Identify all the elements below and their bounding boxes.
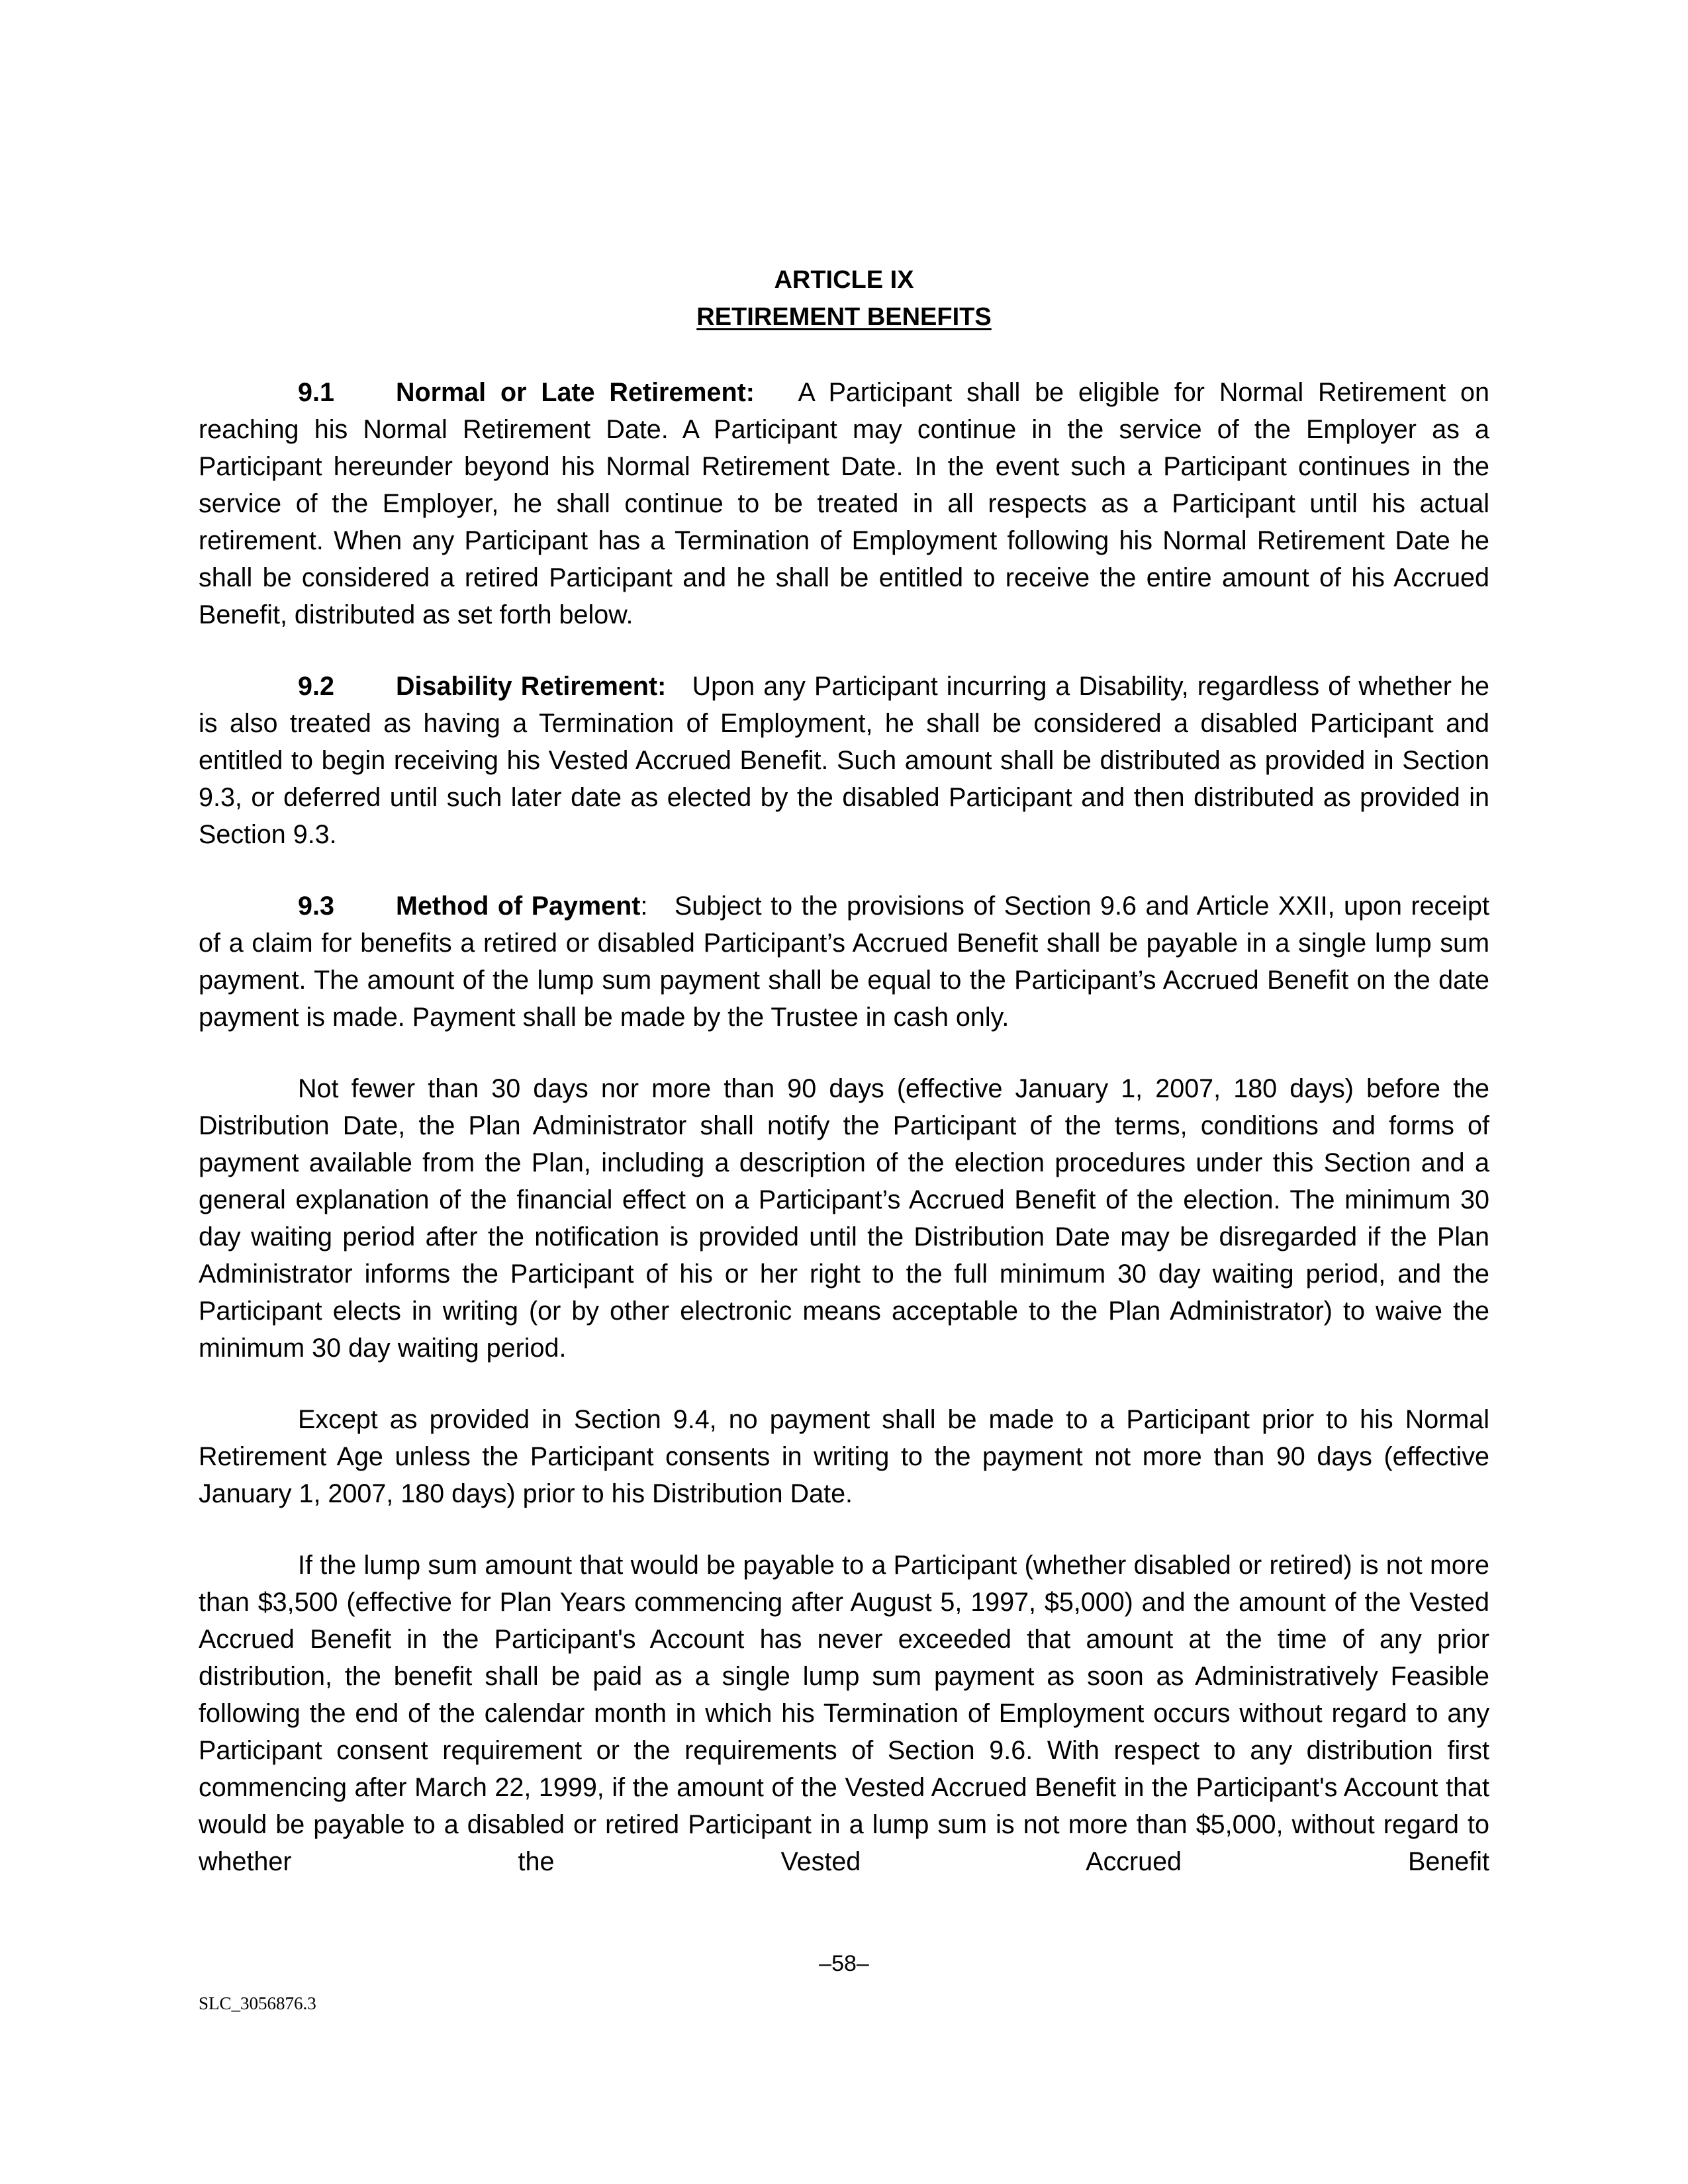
article-heading bbox=[199, 261, 1489, 336]
document-page bbox=[199, 261, 1489, 1880]
section-title: Disability Retirement: bbox=[396, 672, 667, 701]
article-title-text: RETIREMENT BENEFITS bbox=[696, 303, 992, 331]
paragraph-consent: Except as provided in Section 9.4, no payment shall be made to a Participant prior to his Normal Retirement Age unless the Participant consents in writing to the payment not more than 90 days (effective January 1, 2007, 180 days) prior to his Distribution Date. bbox=[199, 1405, 1489, 1508]
section-title: Normal or Late Retirement: bbox=[396, 378, 755, 407]
section-body: A Participant shall be eligible for Normal Retirement on reaching his Normal Retirement Date. A Participant may continue in the service of the Employer as a Participant hereunder beyond his Normal Retirement Date. In the event such a Participant continues in the service of the Employer, he shall continue to be treated in all respects as a Participant until his actual retirement. When any Participant has a Termination of Employment following his Normal Retirement Date he shall be considered a retired Participant and he shall be entitled to receive the entire amount of his Accrued Benefit, distributed as set forth below. bbox=[199, 378, 1489, 629]
section-body: Subject to the provisions of Section 9.6 and Article XXII, upon receipt of a claim for benefits a retired or disabled Participant’s Accrued Benefit shall be payable in a single lump sum payment. The amount of the lump sum payment shall be equal to the Participant’s Accrued Benefit on the date payment is made. Payment shall be made by the Trustee in cash only. bbox=[199, 891, 1489, 1032]
section-body: Upon any Participant incurring a Disability, regardless of whether he is also treated as having a Termination of Employment, he shall be considered a disabled Participant and entitled to begin receiving his Vested Accrued Benefit. Such amount shall be distributed as provided in Section 9.3, or deferred until such later date as elected by the disabled Participant and then distributed as provided in Section 9.3. bbox=[199, 672, 1489, 849]
section-number: 9.2 bbox=[298, 672, 334, 701]
section-9-1 bbox=[199, 374, 1489, 633]
section-number: 9.3 bbox=[298, 891, 334, 921]
paragraph-lump-sum: If the lump sum amount that would be payable to a Participant (whether disabled or retired) is not more than $3,500 (effective for Plan Years commencing after August 5, 1997, $5,000) and the amount of the Vested Accrued Benefit in the Participant's Account has never exceeded that amount at the time of any prior distribution, the benefit shall be paid as a single lump sum payment as soon as Administratively Feasible following the end of the calendar month in which his Termination of Employment occurs without regard to any Participant consent requirement or the requirements of Section 9.6. With respect to any distribution first commencing after March 22, 1999, if the amount of the Vested Accrued Benefit in the Participant's Account that would be payable to a disabled or retired Participant in a lump sum is not more than $5,000, without regard to whether the Vested Accrued Benefit bbox=[199, 1551, 1489, 1876]
section-9-3 bbox=[199, 887, 1489, 1036]
article-title bbox=[199, 298, 1489, 336]
section-number: 9.1 bbox=[298, 378, 334, 407]
section-title-suffix: : bbox=[640, 891, 648, 921]
article-number: ARTICLE IX bbox=[774, 266, 914, 294]
section-9-2 bbox=[199, 668, 1489, 853]
page-number: –58– bbox=[819, 1951, 869, 1976]
paragraph-notice: Not fewer than 30 days nor more than 90 days (effective January 1, 2007, 180 days) before the Distribution Date, the Plan Administrator shall notify the Participant of the terms, conditions and forms of payment available from the Plan, including a description of the election procedures under this Section and a general explanation of the financial effect on a Participant’s Accrued Benefit of the election. The minimum 30 day waiting period after the notification is provided until the Distribution Date may be disregarded if the Plan Administrator informs the Participant of his or her right to the full minimum 30 day waiting period, and the Participant elects in writing (or by other electronic means acceptable to the Plan Administrator) to waive the minimum 30 day waiting period. bbox=[199, 1074, 1489, 1363]
document-id: SLC_3056876.3 bbox=[199, 1993, 316, 2013]
section-title: Method of Payment bbox=[396, 891, 641, 921]
